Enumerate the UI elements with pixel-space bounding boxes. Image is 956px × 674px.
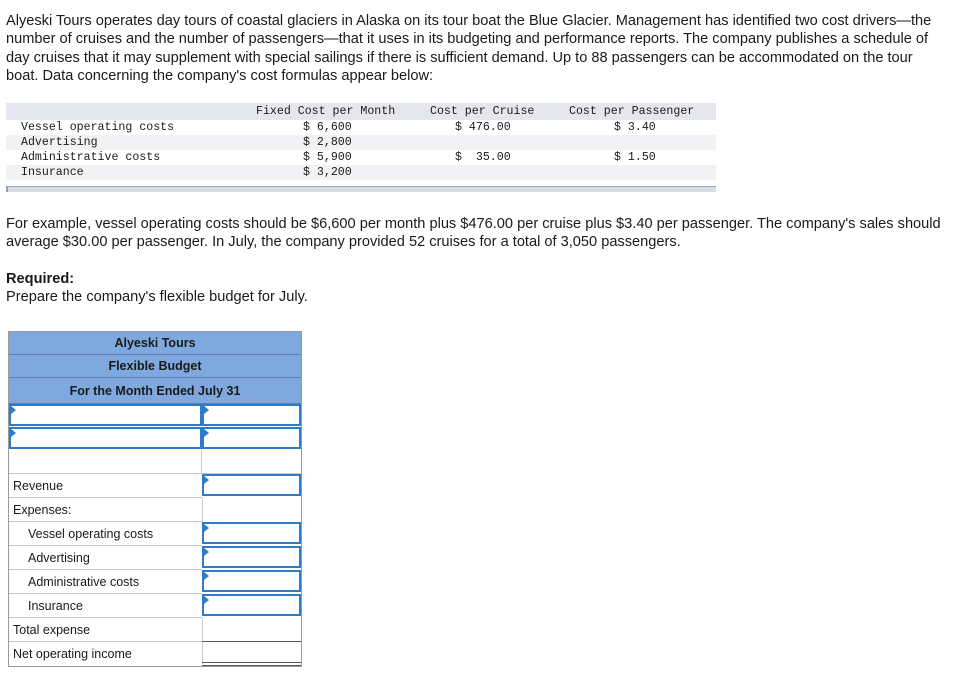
input-marker-icon <box>204 596 209 604</box>
header-fixed-cost: Fixed Cost per Month <box>256 105 396 118</box>
expense-item-advertising: Advertising <box>9 546 202 570</box>
row-label: Insurance <box>21 166 84 179</box>
example-paragraph: For example, vessel operating costs should be $6,600 per month plus $476.00 per cruise plus $3.40 per passenger. The company's sales should average $30.00 per passenger. In July, the company provided 52 cruises for a total of 3,050 passengers. <box>6 216 941 251</box>
revenue-label: Revenue <box>9 474 202 498</box>
expense-item-vessel: Vessel operating costs <box>9 522 202 546</box>
expense-item-administrative: Administrative costs <box>9 570 202 594</box>
fixed-value: $ 6,600 <box>303 121 352 134</box>
fixed-value: $ 3,200 <box>303 166 352 179</box>
input-marker-icon <box>11 429 16 437</box>
input-marker-icon <box>204 429 209 437</box>
passenger-value: $ 1.50 <box>614 151 656 164</box>
input-marker-icon <box>204 406 209 414</box>
revenue-input[interactable] <box>202 474 301 496</box>
header-value-input-1[interactable] <box>202 404 301 426</box>
intro-paragraph: Alyeski Tours operates day tours of coastal glaciers in Alaska on its tour boat the Blue Glacier. Management has identified two cost drivers—the number of cruises and the number of passengers—that it uses in its budgeting and performance reports. The company publishes a schedule of day cruises that it may supplement with special sailings if there is sufficient demand. Up to 88 passengers can be accommodated on the tour boat. Data concerning the company's cost formulas appear below: <box>6 13 932 84</box>
expenses-label: Expenses: <box>9 498 202 522</box>
passenger-value: $ 3.40 <box>614 121 656 134</box>
table-bottom-rule <box>6 186 716 192</box>
double-underline <box>202 662 301 666</box>
fixed-value: $ 5,900 <box>303 151 352 164</box>
input-marker-icon <box>204 524 209 532</box>
header-cost-per-cruise: Cost per Cruise <box>430 105 535 118</box>
total-expense-label: Total expense <box>9 618 202 642</box>
insurance-input[interactable] <box>202 594 301 616</box>
cost-formula-table <box>6 103 716 193</box>
blank-row <box>9 450 202 474</box>
header-cost-per-passenger: Cost per Passenger <box>569 105 695 118</box>
row-label: Advertising <box>21 136 98 149</box>
net-operating-income-value[interactable] <box>202 642 301 664</box>
total-expense-value[interactable] <box>202 618 301 642</box>
cruise-value: $ 476.00 <box>455 121 511 134</box>
required-heading: Required: <box>6 271 75 287</box>
budget-company-name: Alyeski Tours <box>9 332 301 355</box>
required-text: Prepare the company's flexible budget for July. <box>6 289 308 305</box>
expense-item-insurance: Insurance <box>9 594 202 618</box>
flexible-budget-form <box>8 331 302 667</box>
input-marker-icon <box>204 476 209 484</box>
vessel-costs-input[interactable] <box>202 522 301 544</box>
advertising-input[interactable] <box>202 546 301 568</box>
administrative-input[interactable] <box>202 570 301 592</box>
budget-period: For the Month Ended July 31 <box>9 378 301 404</box>
cruise-value: $ 35.00 <box>455 151 511 164</box>
fixed-value: $ 2,800 <box>303 136 352 149</box>
input-marker-icon <box>204 572 209 580</box>
header-value-input-2[interactable] <box>202 427 301 449</box>
input-marker-icon <box>204 548 209 556</box>
input-marker-icon <box>11 406 16 414</box>
blank-value <box>202 450 301 474</box>
row-label: Administrative costs <box>21 151 161 164</box>
header-label-input-2[interactable] <box>9 427 202 449</box>
header-label-input-1[interactable] <box>9 404 202 426</box>
row-label: Vessel operating costs <box>21 121 175 134</box>
budget-title: Flexible Budget <box>9 355 301 378</box>
net-operating-income-label: Net operating income <box>13 647 132 661</box>
